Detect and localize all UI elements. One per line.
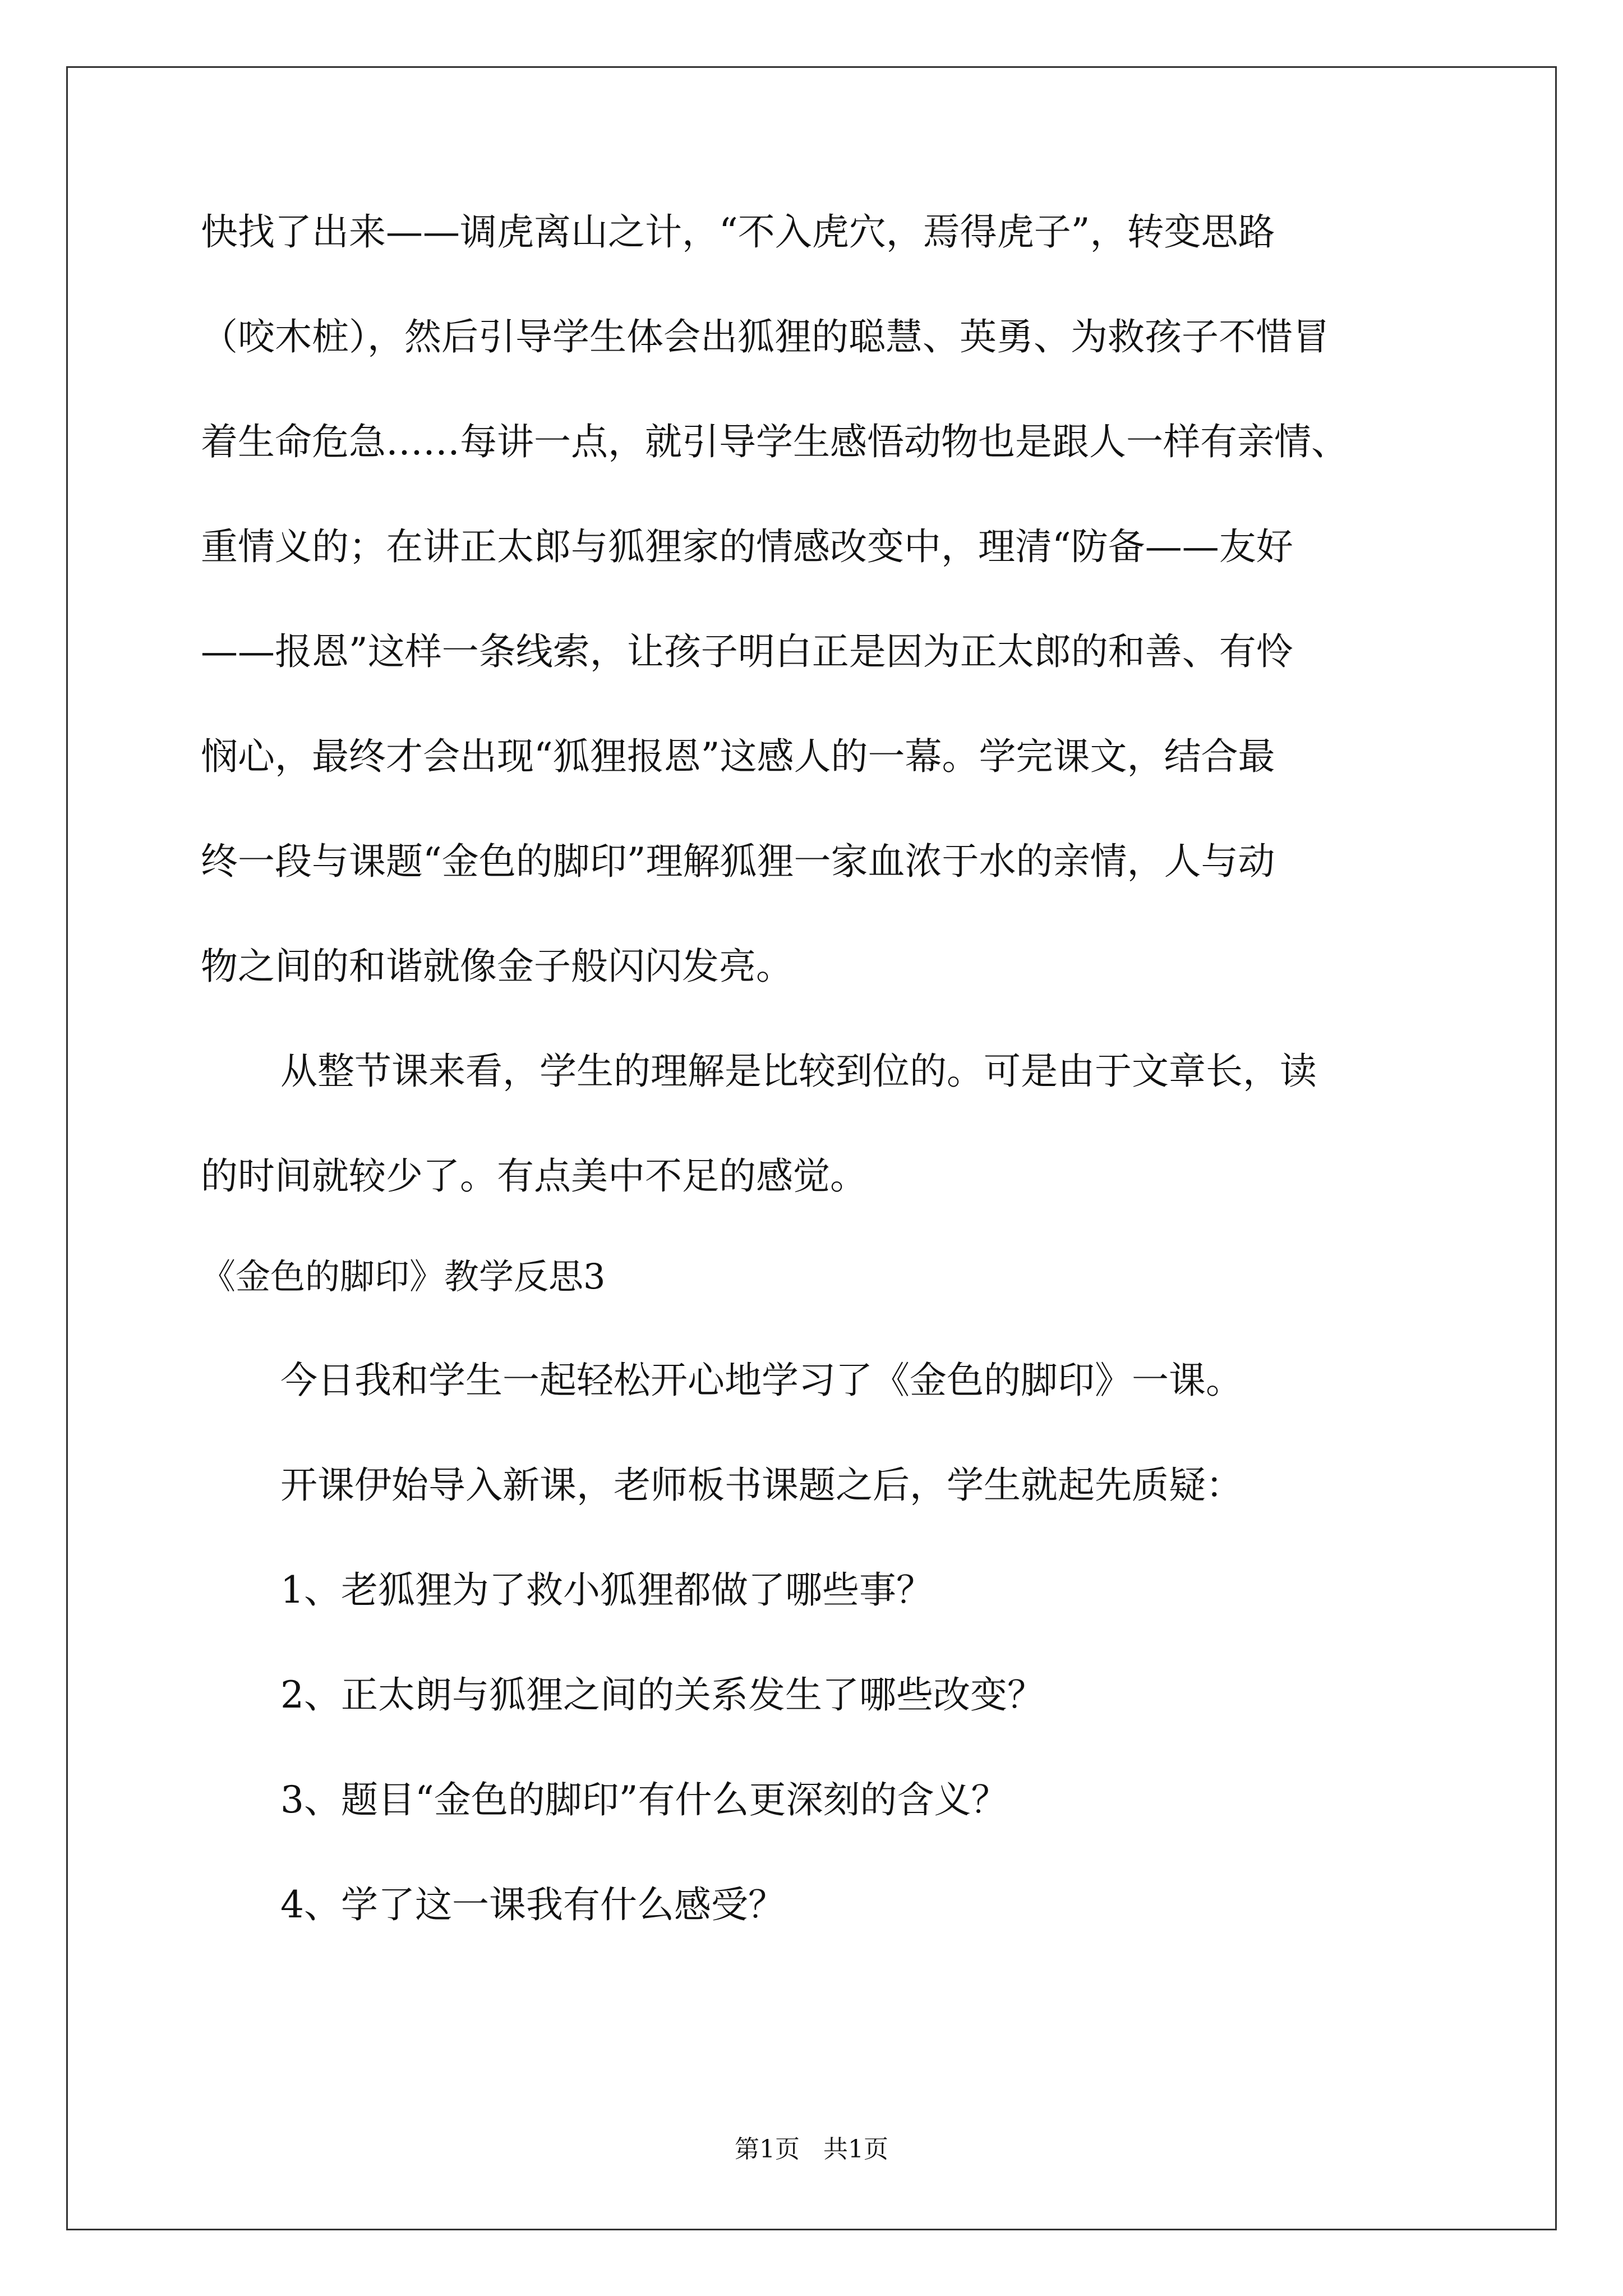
paragraph-1-line: 快找了出来——调虎离山之计，“不入虎穴，焉得虎子”，转变思路 [201,210,1275,254]
page-footer: 第1页 共1页 [735,2135,888,2164]
paragraph-2-line: 从整节课来看，学生的理解是比较到位的。可是由于文章长，读 [280,1050,1317,1093]
paragraph-1-line: 着生命危急……每讲一点，就引导学生感悟动物也是跟人一样有亲情、 [201,420,1348,463]
paragraph-4: 开课伊始导入新课，老师板书课题之后，学生就起先质疑： [280,1464,1243,1507]
paragraph-2-line: 的时间就较少了。有点美中不足的感觉。 [201,1154,867,1198]
paragraph-1-line: 终一段与课题“金色的脚印”理解狐狸一家血浓于水的亲情，人与动 [201,840,1275,883]
question-item: 1、老狐狸为了救小狐狸都做了哪些事？ [280,1568,933,1612]
paragraph-1-line: 悯心，最终才会出现“狐狸报恩”这感人的一幕。学完课文，结合最 [201,735,1275,778]
section-heading: 《金色的脚印》教学反思3 [201,1256,606,1297]
paragraph-1-line: ——报恩”这样一条线索，让孩子明白正是因为正太郎的和善、有怜 [201,630,1293,673]
question-item: 4、学了这一课我有什么感受？ [280,1883,785,1926]
question-item: 2、正太朗与狐狸之间的关系发生了哪些改变？ [280,1673,1044,1717]
paragraph-1-line: 物之间的和谐就像金子般闪闪发亮。 [201,945,793,988]
paragraph-1-line: 重情义的；在讲正太郎与狐狸家的情感改变中，理清“防备——友好 [201,525,1293,568]
paragraph-1-line: （咬木桩），然后引导学生体会出狐狸的聪慧、英勇、为救孩子不惜冒 [201,315,1330,358]
paragraph-3: 今日我和学生一起轻松开心地学习了《金色的脚印》一课。 [280,1359,1243,1402]
question-item: 3、题目“金色的脚印”有什么更深刻的含义？ [280,1778,1008,1821]
